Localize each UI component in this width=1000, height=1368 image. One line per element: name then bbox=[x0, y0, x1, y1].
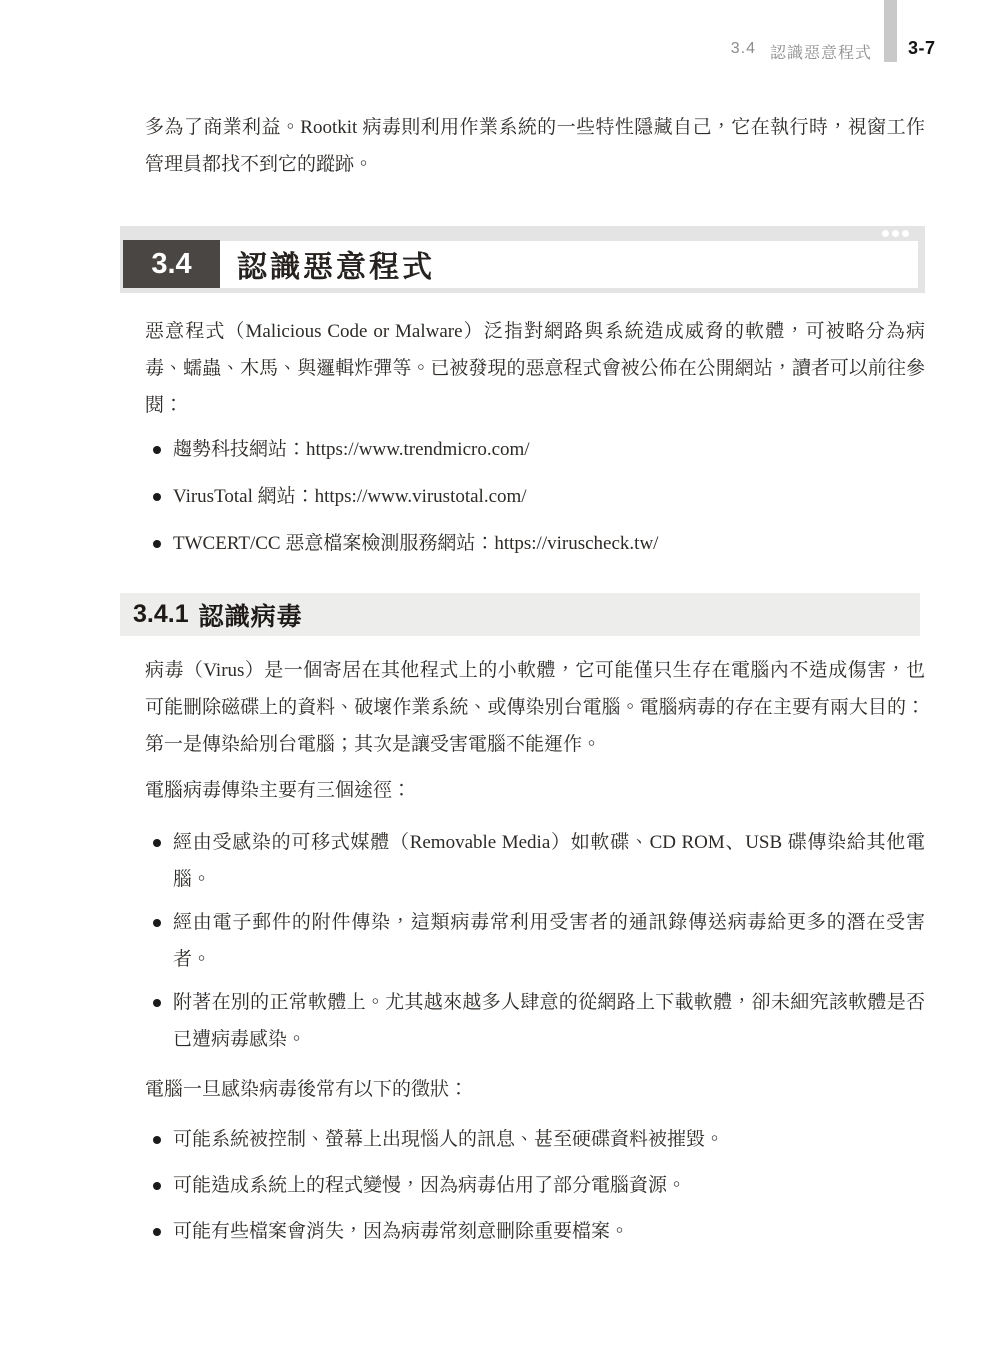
intro-paragraph: 多為了商業利益。Rootkit 病毒則利用作業系統的一些特性隱藏自己，它在執行時，視窗工作管理員都找不到它的蹤跡。 bbox=[145, 117, 925, 175]
page-content bbox=[133, 0, 925, 1250]
malware-definition-paragraph: 惡意程式（Malicious Code or Malware）泛指對網路與系統造成威脅的軟體，可被略分為病毒、蠕蟲、木馬、與邏輯炸彈等。已被發現的惡意程式會被公佈在公開網站，讀者可以前往參閱： bbox=[145, 321, 925, 416]
section-3-4-banner bbox=[120, 226, 925, 293]
list-item-text: 可能造成系統上的程式變慢，因為病毒佔用了部分電腦資源。 bbox=[173, 1175, 687, 1196]
bullet-dot-icon bbox=[153, 446, 161, 454]
bullet-dot-icon bbox=[153, 1228, 161, 1236]
section-number-box: 3.4 bbox=[123, 240, 220, 288]
list-item bbox=[145, 1167, 925, 1204]
list-item-text: 經由電子郵件的附件傳染，這類病毒常利用受害者的通訊錄傳送病毒給更多的潛在受害者。 bbox=[173, 912, 925, 970]
list-item bbox=[145, 525, 925, 562]
bullet-dot-icon bbox=[153, 1136, 161, 1144]
symptoms-list bbox=[145, 1121, 925, 1250]
bullet-dot-icon bbox=[153, 999, 161, 1007]
list-item bbox=[145, 1213, 925, 1250]
bullet-dot-icon bbox=[153, 919, 161, 927]
list-item bbox=[145, 431, 925, 468]
bullet-dot-icon bbox=[153, 839, 161, 847]
list-item bbox=[145, 824, 925, 898]
list-item-text: 趨勢科技網站：https://www.trendmicro.com/ bbox=[173, 439, 530, 460]
list-item-text: 可能有些檔案會消失，因為病毒常刻意刪除重要檔案。 bbox=[173, 1221, 630, 1242]
virus-definition-paragraph: 病毒（Virus）是一個寄居在其他程式上的小軟體，它可能僅只生存在電腦內不造成傷害，也可能刪除磁碟上的資料、破壞作業系統、或傳染別台電腦。電腦病毒的存在主要有兩大目的：第一是傳染給別台電腦；其次是讓受害電腦不能運作。 bbox=[145, 660, 925, 755]
running-header-title: 認識惡意程式 bbox=[769, 45, 872, 62]
running-header-number: 3.4 bbox=[730, 40, 756, 57]
subsection-title: 認識病毒 bbox=[198, 602, 303, 631]
bullet-dot-icon bbox=[153, 1182, 161, 1190]
subsection-number: 3.4.1 bbox=[133, 600, 189, 628]
window-dots-icon bbox=[882, 230, 909, 237]
symptoms-intro-paragraph: 電腦一旦感染病毒後常有以下的徵狀： bbox=[145, 1079, 469, 1100]
bullet-dot-icon bbox=[153, 540, 161, 548]
list-item-text: 經由受感染的可移式媒體（Removable Media）如軟碟、CD ROM、USB 碟傳染給其他電腦。 bbox=[173, 832, 925, 890]
reference-sites-list bbox=[145, 431, 925, 562]
subsection-3-4-1-heading bbox=[120, 593, 920, 636]
list-item-text: 附著在別的正常軟體上。尤其越來越多人肆意的從網路上下載軟體，卻未細究該軟體是否已遭病毒感染。 bbox=[173, 992, 925, 1050]
transmission-intro-paragraph: 電腦病毒傳染主要有三個途徑： bbox=[145, 780, 412, 801]
list-item-text: VirusTotal 網站：https://www.virustotal.com/ bbox=[173, 486, 527, 507]
list-item bbox=[145, 478, 925, 515]
window-dot-icon bbox=[892, 230, 899, 237]
list-item-text: TWCERT/CC 惡意檔案檢測服務網站：https://viruscheck.tw/ bbox=[173, 533, 659, 554]
bullet-dot-icon bbox=[153, 493, 161, 501]
page-number: 3-7 bbox=[908, 38, 936, 58]
transmission-ways-list bbox=[145, 824, 925, 1058]
section-title: 認識惡意程式 bbox=[237, 251, 435, 284]
list-item-text: 可能系統被控制、螢幕上出現惱人的訊息、甚至硬碟資料被摧毀。 bbox=[173, 1129, 725, 1150]
window-dot-icon bbox=[882, 230, 889, 237]
list-item bbox=[145, 1121, 925, 1158]
list-item bbox=[145, 984, 925, 1058]
window-dot-icon bbox=[902, 230, 909, 237]
list-item bbox=[145, 904, 925, 978]
